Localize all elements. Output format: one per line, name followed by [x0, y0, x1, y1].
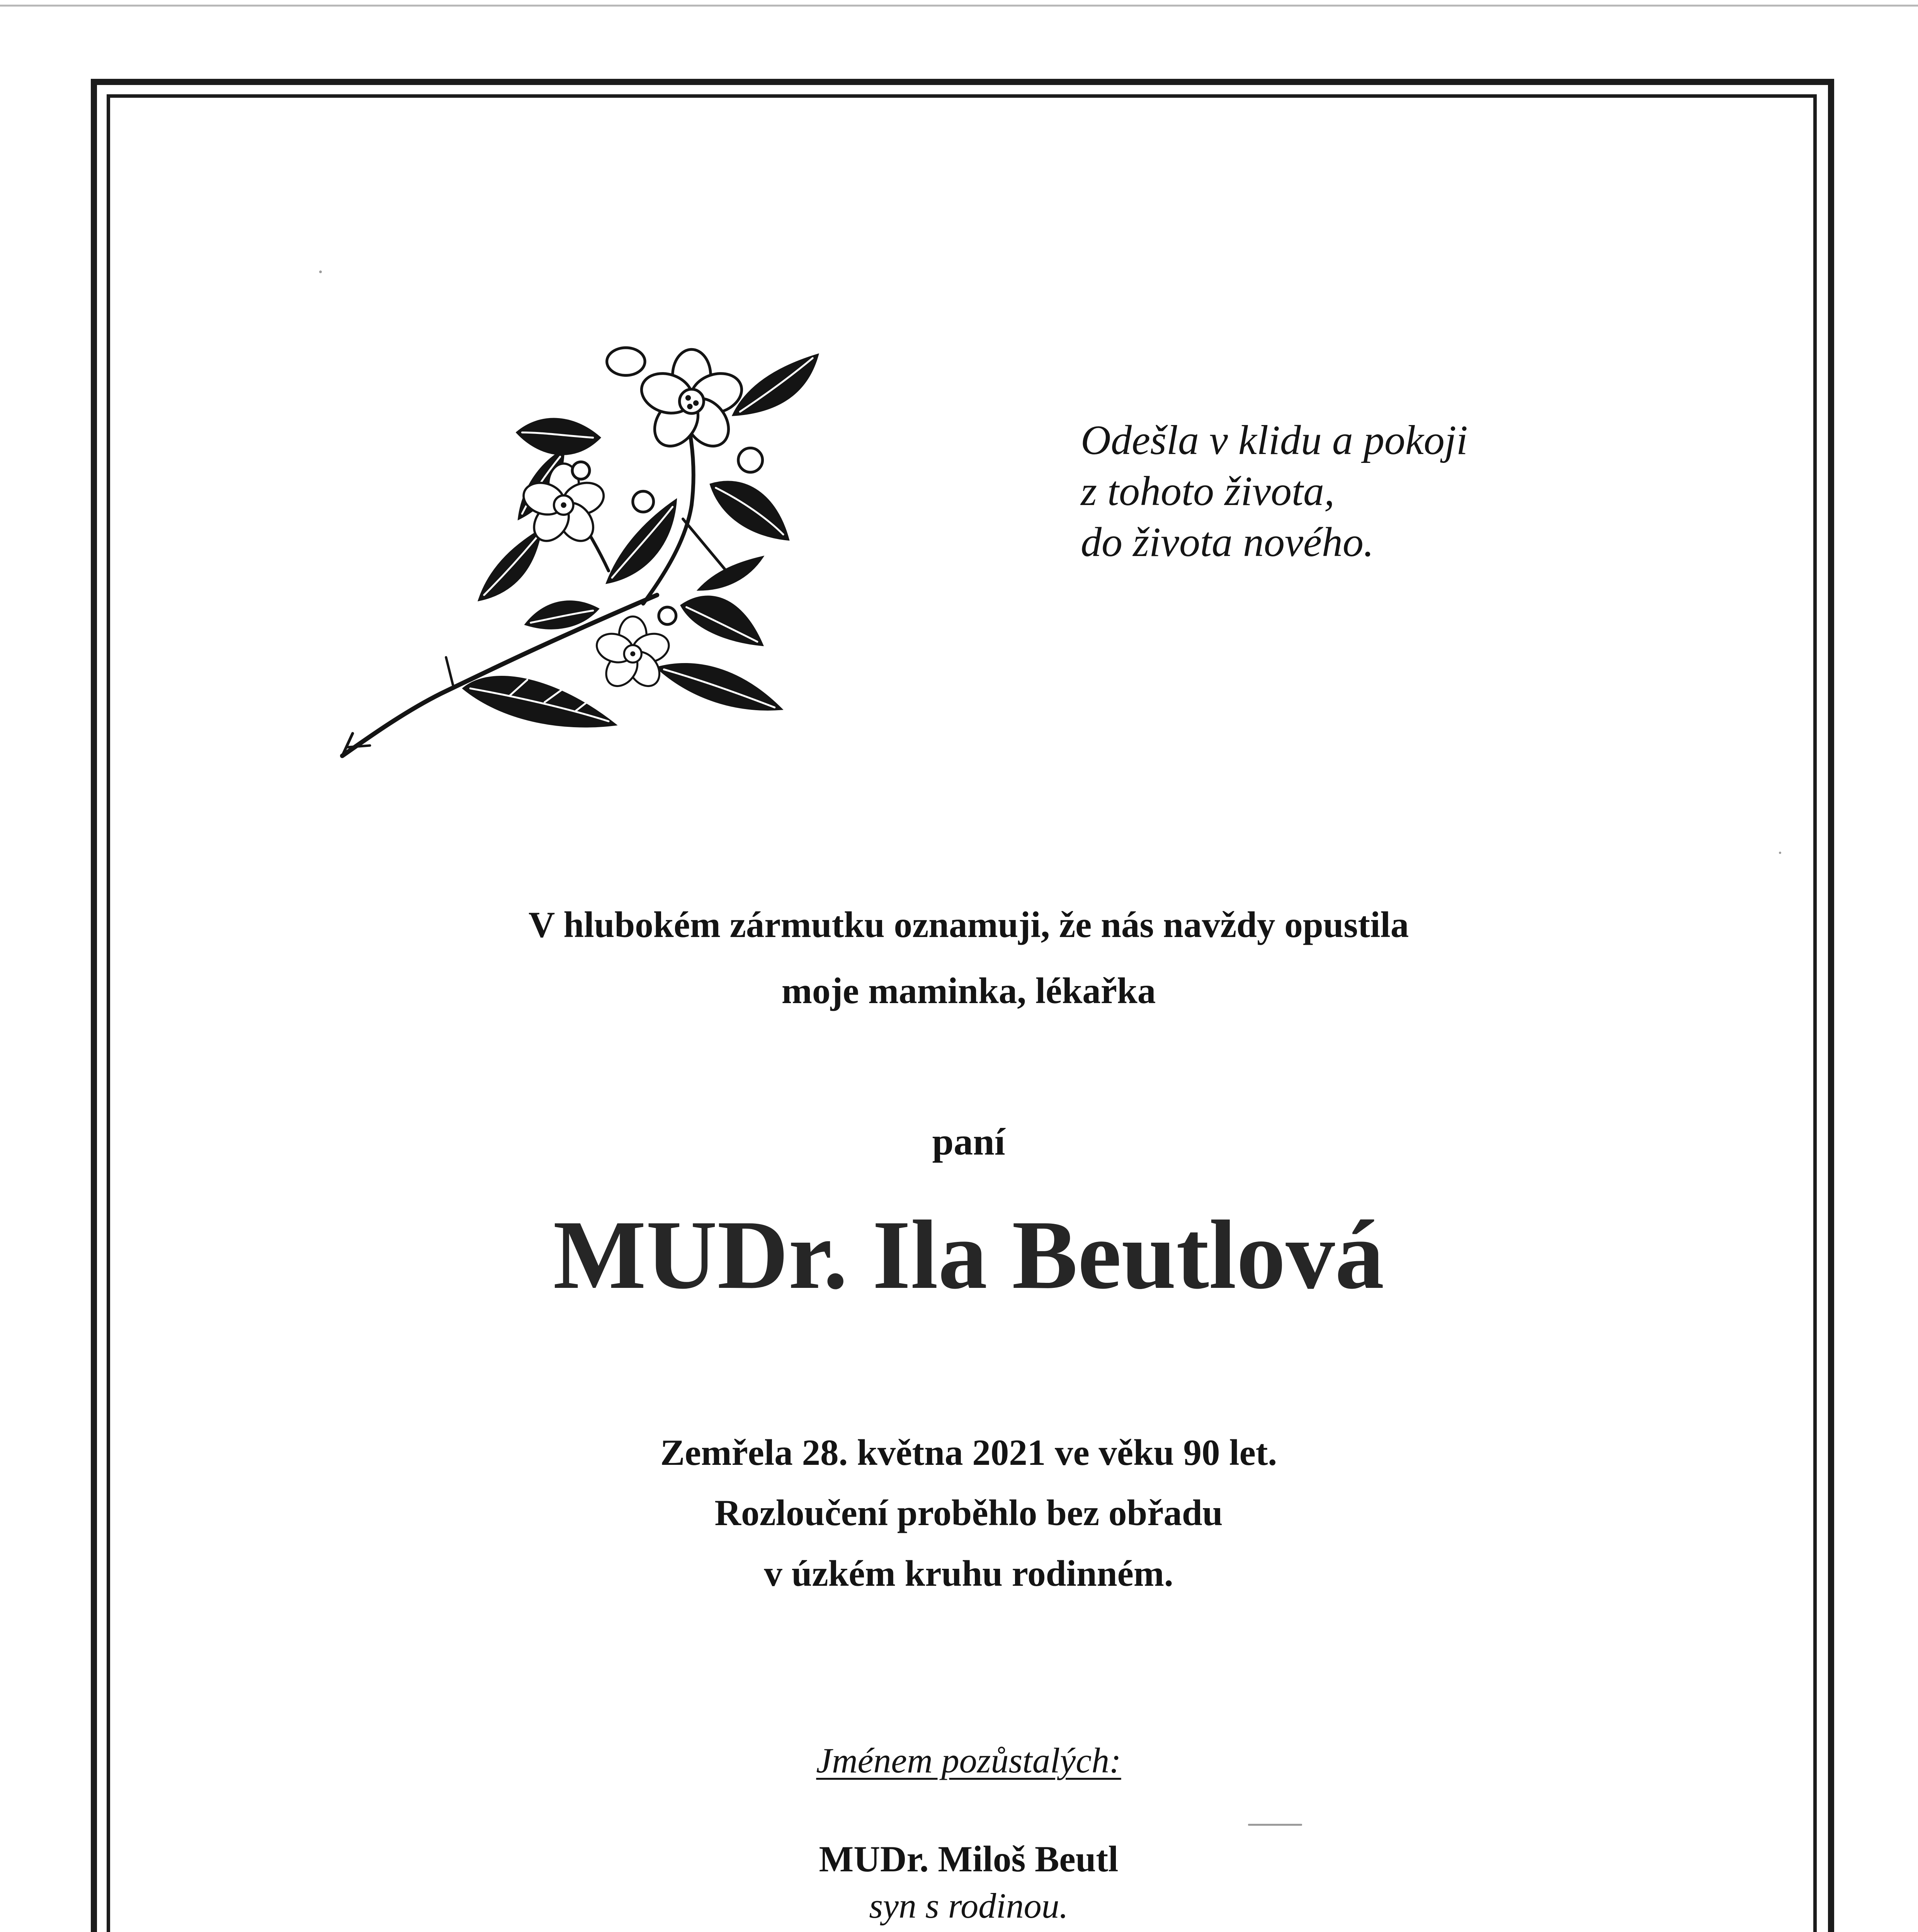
quote-line: do života nového.: [1081, 519, 1374, 565]
death-details-line: Rozloučení proběhlo bez obřadu: [714, 1492, 1223, 1533]
leaf: [681, 597, 762, 645]
flower: [593, 616, 673, 692]
honorific: paní: [932, 1120, 1005, 1163]
death-details-line: Zemřela 28. května 2021 ve věku 90 let.: [660, 1432, 1277, 1473]
leaf: [699, 557, 763, 590]
scan-speck: [1248, 1824, 1302, 1826]
scan-edge-line: [0, 5, 1918, 7]
announcement-line: moje maminka, lékařka: [781, 970, 1156, 1011]
death-details-line: v úzkém kruhu rodinném.: [764, 1553, 1173, 1594]
leaf: [463, 677, 616, 726]
scan-speck: [1779, 852, 1781, 854]
quote-line: Odešla v klidu a pokoji: [1081, 417, 1468, 463]
mourner-name: MUDr. Miloš Beutl: [819, 1838, 1119, 1879]
leaf: [517, 419, 600, 454]
deceased-name: MUDr. Ila Beutlová: [553, 1201, 1384, 1310]
mourner-relation: syn s rodinou.: [869, 1886, 1068, 1925]
leaf: [479, 529, 541, 600]
announcement-line: V hlubokém zármutku oznamuji, že nás navždy opustila: [528, 904, 1409, 945]
mourners-heading: [19, 1739, 1918, 1782]
mourners-heading-text: Jménem pozůstalých:: [816, 1741, 1121, 1780]
flower-branch-illustration: [328, 337, 830, 770]
leaf: [711, 482, 788, 540]
farewell-quote: [1081, 415, 1468, 568]
quote-line: z tohoto života,: [1081, 468, 1335, 514]
scan-speck: [319, 270, 322, 273]
leaf: [733, 355, 818, 415]
leaf: [657, 664, 781, 709]
